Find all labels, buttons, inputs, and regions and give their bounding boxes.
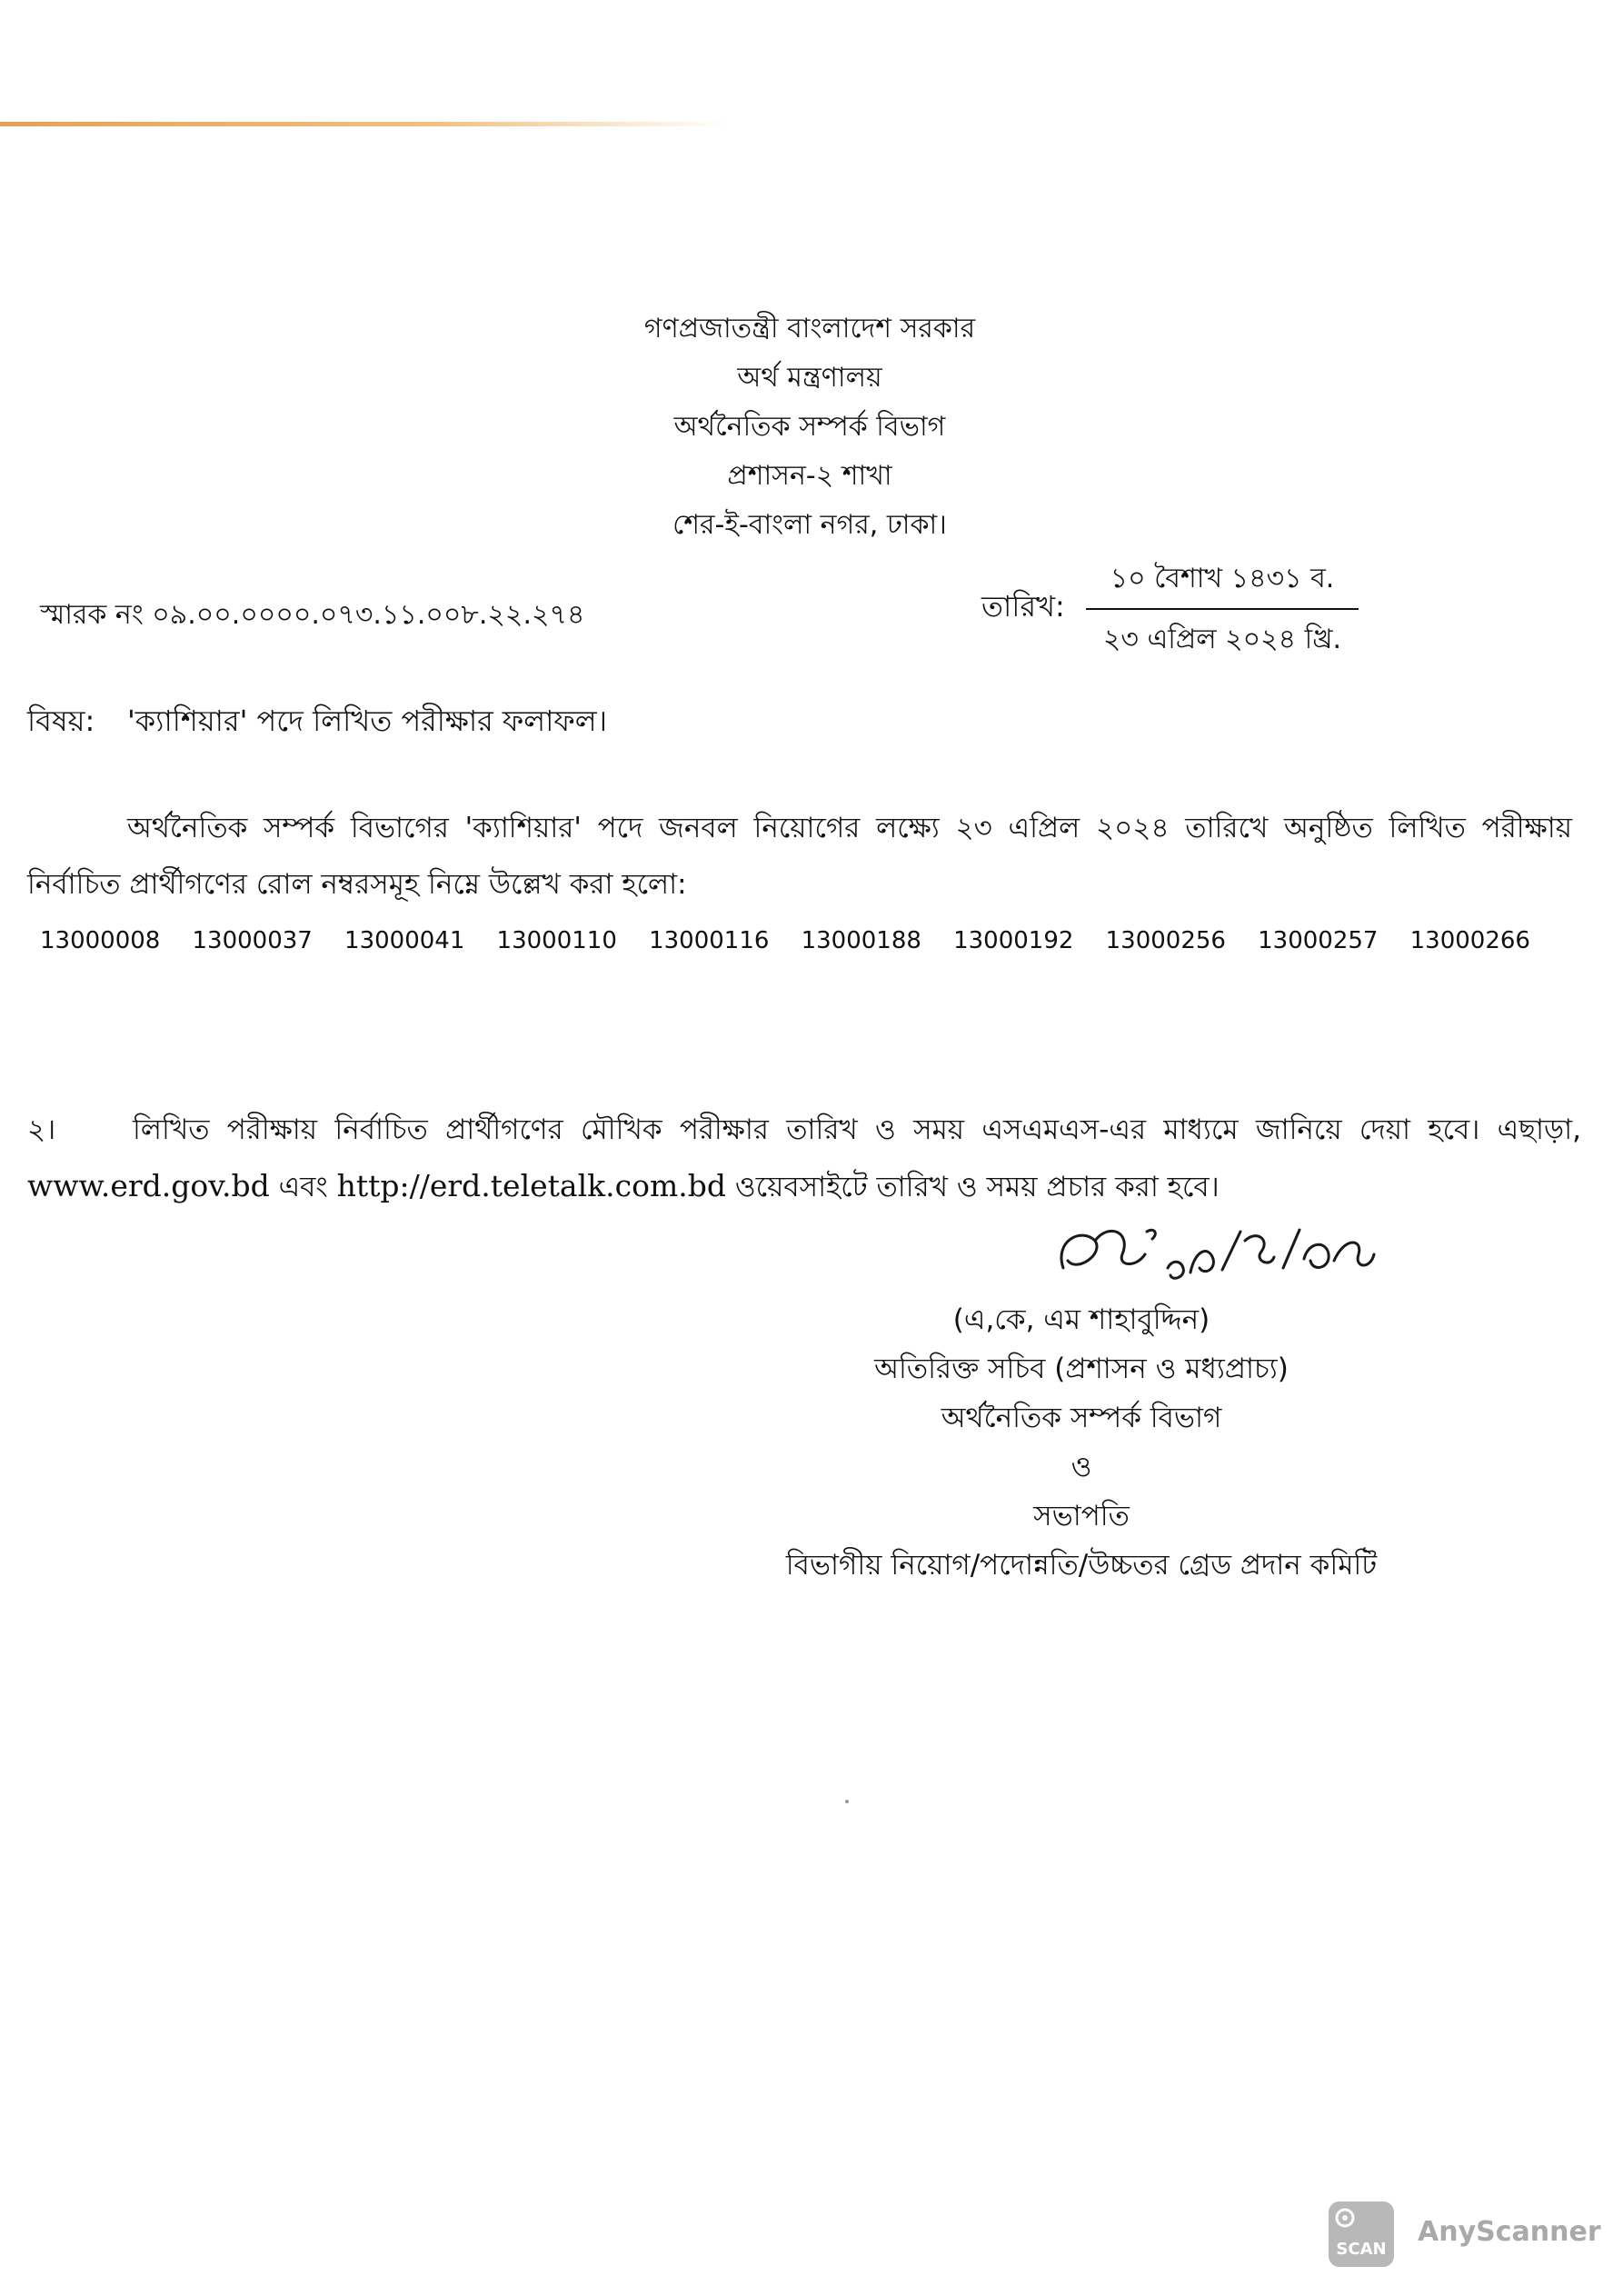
subject-label: বিষয়:	[27, 704, 95, 738]
paragraph-2-text-a: লিখিত পরীক্ষায় নির্বাচিত প্রার্থীগণের মৌখিক পরীক্ষার তারিখ ও সময় এসএমএস-এর মাধ্যমে জানিয়ে দেয়া হবে। এছাড়া,	[133, 1113, 1581, 1146]
memo-number: স্মারক নং ০৯.০০.০০০০.০৭৩.১১.০০৮.২২.২৭৪	[40, 599, 585, 631]
government-name: গণপ্রজাতন্ত্রী বাংলাদেশ সরকার	[643, 313, 976, 344]
website-erd[interactable]: www.erd.gov.bd	[27, 1168, 270, 1203]
roll-number: 13000192	[953, 927, 1074, 954]
paragraph-2-text-b: এবং	[278, 1171, 328, 1203]
signatory-division: অর্থনৈতিক সম্পর্ক বিভাগ	[941, 1402, 1222, 1434]
date-block	[1086, 556, 1359, 664]
signatory-and: ও	[1070, 1451, 1092, 1483]
roll-number: 13000257	[1258, 927, 1379, 954]
paragraph-2-text-c: ওয়েবসাইটে তারিখ ও সময় প্রচার করা হবে।	[734, 1171, 1220, 1203]
address: শের-ই-বাংলা নগর, ঢাকা।	[672, 509, 947, 541]
website-teletalk[interactable]: http://erd.teletalk.com.bd	[336, 1168, 727, 1203]
roll-number: 13000037	[192, 927, 313, 954]
signature-block	[709, 1295, 1454, 1590]
scanner-watermark	[1327, 2200, 1599, 2269]
roll-number: 13000008	[40, 927, 161, 954]
signatory-designation: অতিরিক্ত সচিব (প্রশাসন ও মধ্যপ্রাচ্য)	[874, 1353, 1289, 1385]
paragraph-2	[27, 1102, 1581, 1215]
scanner-logo-text: SCAN	[1336, 2240, 1387, 2259]
signatory-committee: বিভাগীয় নিয়োগ/পদোন্নতি/উচ্চতর গ্রেড প্রদান কমিটি	[785, 1549, 1378, 1582]
paragraph-number: ২।	[27, 1113, 56, 1146]
roll-number: 13000041	[344, 927, 465, 954]
date-label: তারিখ:	[981, 589, 1065, 624]
paragraph-1: অর্থনৈতিক সম্পর্ক বিভাগের 'ক্যাশিয়ার' পদে জনবল নিয়োগের লক্ষ্যে ২৩ এপ্রিল ২০২৪ তারিখে অনুষ্ঠিত লিখিত পরীক্ষায় নির্বাচিত প্রার্থীগণের রোল নম্বরসমূহ নিম্নে উল্লেখ করা হলো:	[27, 812, 1572, 901]
roll-number-list	[40, 927, 1530, 954]
scanner-logo-icon	[1327, 2200, 1396, 2269]
scanner-app-name: AnyScanner	[1418, 2216, 1601, 2248]
scan-edge-line	[0, 122, 727, 126]
date-bangla: ১০ বৈশাখ ১৪৩১ ব.	[1086, 556, 1359, 610]
subject-text: 'ক্যাশিয়ার' পদে লিখিত পরীক্ষার ফলাফল।	[127, 704, 608, 738]
handwritten-signature	[1045, 1204, 1409, 1304]
date-english: ২৩ এপ্রিল ২০২৪ খ্রি.	[1102, 624, 1342, 655]
roll-number: 13000116	[649, 927, 770, 954]
roll-number: 13000110	[496, 927, 617, 954]
roll-number: 13000256	[1105, 927, 1226, 954]
division-name: অর্থনৈতিক সম্পর্ক বিভাগ	[673, 411, 946, 443]
signatory-role: সভাপতি	[1033, 1500, 1130, 1532]
subject-line	[27, 698, 607, 747]
roll-number: 13000188	[801, 927, 921, 954]
ministry-name: অর্থ মন্ত্রণালয়	[737, 362, 882, 394]
signatory-name: (এ,কে, এম শাহাবুদ্দিন)	[952, 1303, 1210, 1336]
letterhead	[0, 304, 1623, 550]
scan-speck	[845, 1800, 849, 1803]
branch-name: প্রশাসন-২ শাখা	[727, 460, 892, 492]
roll-number: 13000266	[1409, 927, 1530, 954]
